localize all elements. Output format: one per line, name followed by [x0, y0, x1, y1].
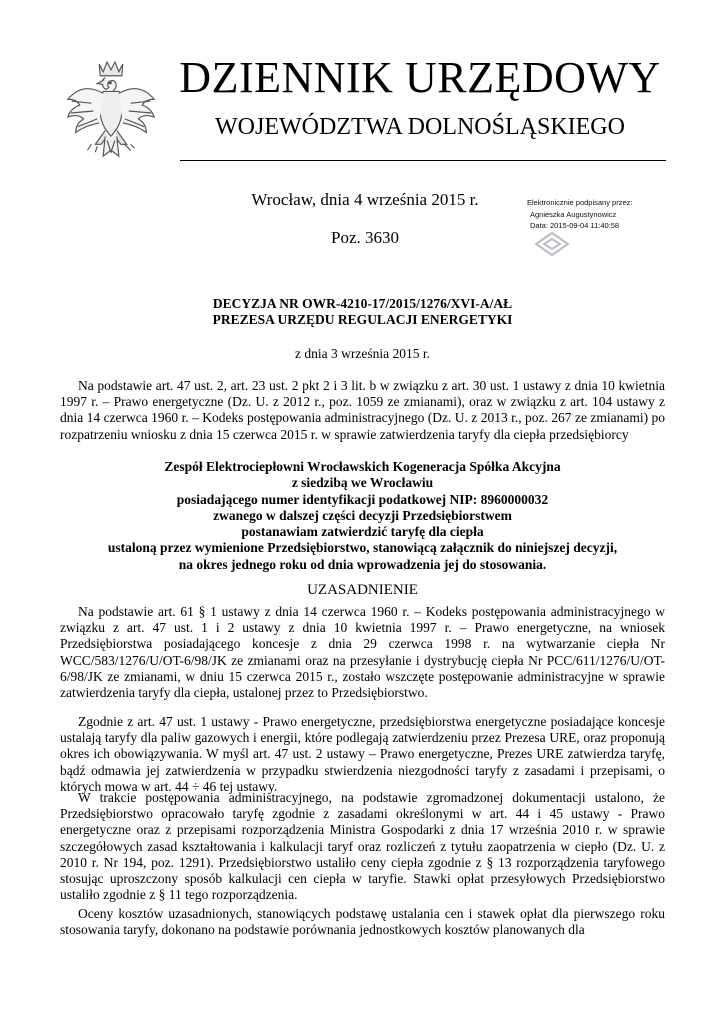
justification-paragraph-4: Oceny kosztów uzasadnionych, stanowiących podstawę ustalania cen i stawek opłat dla pierwszego roku stosowania taryfy, dokonano na podstawie porównania jednostkowych kosztów planowanych dla	[60, 906, 665, 938]
decision-statement: postanawiam zatwierdzić taryfę dla ciepła	[241, 524, 484, 540]
company-name: Zespół Elektrociepłowni Wrocławskich Kogeneracja Spółka Akcyjna	[164, 459, 561, 474]
journal-title: DZIENNIK URZĘDOWY	[179, 53, 661, 102]
justification-paragraph-1: Na podstawie art. 61 § 1 ustawy z dnia 14 czerwca 1960 r. – Kodeks postępowania administracyjnego w związku z art. 47 ust. 1 i 2 ustawy z dnia 10 kwietnia 1997 r. – Prawo energetyczne, na wniosek Przedsiębiorstwa posiadającego koncesje z dnia 29 czerwca 1998 r. na wytwarzanie ciepła Nr WCC/583/1276/U/OT-6/98/JK ze zmianami oraz na przesyłanie i dystrybucję ciepła Nr PCC/611/1276/U/OT-6/98/JK ze zmianami, w dniu 15 czerwca 2015 r., zostało wszczęte postępowanie administracyjne w sprawie zatwierdzenia taryfy dla ciepła, ustalonej przez to Przedsiębiorstwo.	[60, 604, 665, 701]
publication-date: Wrocław, dnia 4 września 2015 r.	[251, 190, 479, 209]
electronic-signature-block	[527, 197, 717, 232]
company-decision-block	[60, 459, 665, 573]
decision-statement-2: ustaloną przez wymienione Przedsiębiorstwo, stanowiącą załącznik do niniejszej decyzji,	[107, 540, 618, 556]
signature-line-1: Elektronicznie podpisany przez:	[527, 198, 633, 207]
position-number: Poz. 3630	[331, 228, 399, 247]
intro-paragraph: Na podstawie art. 47 ust. 2, art. 23 ust. 2 pkt 2 i 3 lit. b w związku z art. 30 ust. 1 ustawy z dnia 10 kwietnia 1997 r. – Prawo energetyczne (Dz. U. z 2012 r., poz. 1059 ze zmianami), oraz w związku z art. 104 ustawy z dnia 14 czerwca 1960 r. – Kodeks postępowania administracyjnego (Dz. U. z 2013 r., poz. 267 ze zmianami) po rozpatrzeniu wniosku z dnia 15 czerwca 2015 r. w sprawie zatwierdzenia taryfy dla ciepła przedsiębiorcy	[60, 378, 665, 442]
decision-number: DECYZJA NR OWR-4210-17/2015/1276/XVI-A/AŁ	[212, 296, 513, 311]
header-divider	[180, 160, 666, 161]
signature-stamp-icon	[532, 231, 572, 257]
decision-date: z dnia 3 września 2015 r.	[295, 346, 430, 361]
decision-issuer: PREZESA URZĘDU REGULACJI ENERGETYKI	[212, 312, 513, 327]
polish-eagle-emblem-icon	[62, 58, 160, 166]
decision-title	[60, 296, 665, 328]
signature-signer: Agnieszka Augustynowicz	[530, 209, 617, 219]
journal-subtitle: WOJEWÓDZTWA DOLNOŚLĄSKIEGO	[215, 114, 625, 140]
company-nip: posiadającego numer identyfikacji podatkowej NIP: 8960000032	[176, 491, 549, 507]
signature-date: Data: 2015-09-04 11:40:58	[530, 221, 620, 230]
justification-paragraph-2: Zgodnie z art. 47 ust. 1 ustawy - Prawo energetyczne, przedsiębiorstwa energetyczne posiadające koncesje ustalają taryfy dla paliw gazowych i energii, które podlegają zatwierdzeniu przez Prezesa URE, oraz proponują okres ich obowiązywania. W myśl art. 47 ust. 2 ustawy – Prawo energetyczne, Prezes URE zatwierdza taryfę, bądź odmawia jej zatwierdzenia w przypadku stwierdzenia niezgodności taryfy z zasadami i przepisami, o których mowa w art. 44 ÷ 46 tej ustawy.	[60, 714, 665, 794]
decision-period: na okres jednego roku od dnia wprowadzenia jej do stosowania.	[178, 556, 547, 572]
company-seat: z siedzibą we Wrocławiu	[291, 475, 434, 491]
company-alias: zwanego w dalszej części decyzji Przedsiębiorstwem	[213, 507, 512, 523]
justification-heading: UZASADNIENIE	[307, 582, 418, 598]
justification-paragraph-3: W trakcie postępowania administracyjnego, na podstawie zgromadzonej dokumentacji ustalono, że Przedsiębiorstwo opracowało taryfę zgodnie z zasadami określonymi w art. 44 i 45 ustawy - Prawo energetyczne oraz z przepisami rozporządzenia Ministra Gospodarki z dnia 17 września 2010 r. w sprawie szczegółowych zasad kształtowania i kalkulacji taryf oraz rozliczeń z tytułu zaopatrzenia w ciepło (Dz. U. z 2010 r. Nr 194, poz. 1291). Przedsiębiorstwo ustaliło ceny ciepła zgodnie z § 13 rozporządzenia taryfowego stosując uproszczony sposób kalkulacji cen ciepła w taryfie. Stawki opłat przesyłowych Przedsiębiorstwo ustaliło zgodnie z § 11 tego rozporządzenia.	[60, 790, 665, 903]
